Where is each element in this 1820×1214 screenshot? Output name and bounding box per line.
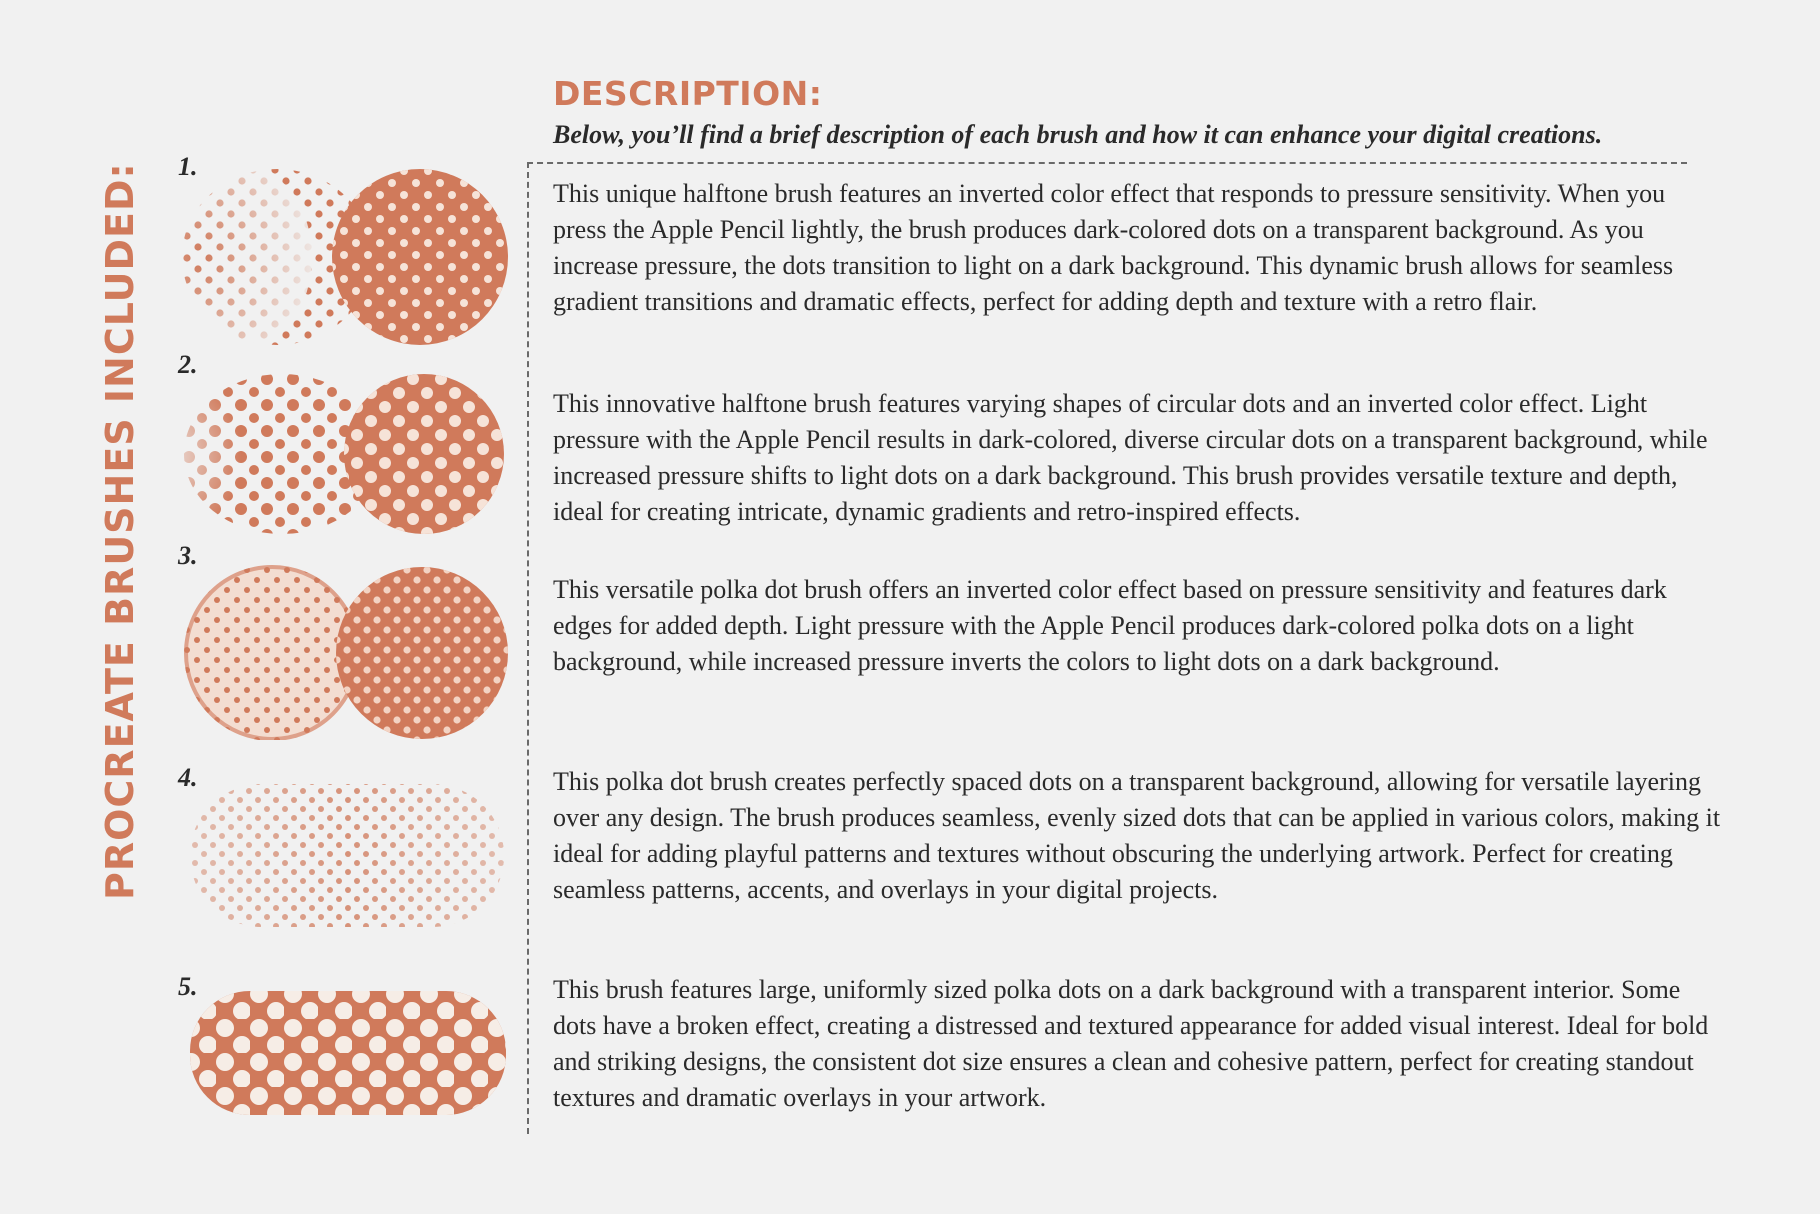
description-subheading: Below, you’ll find a brief description of each brush and how it can enhance your digital creations. xyxy=(553,120,1603,149)
brush-number: 5. xyxy=(178,972,198,1001)
vertical-divider xyxy=(527,162,529,1134)
brush-2-sample xyxy=(182,372,512,537)
brush-3-sample xyxy=(182,565,512,740)
brush-5-sample xyxy=(182,985,512,1120)
brush-3-description: This versatile polka dot brush offers an inverted color effect based on pressure sensitivity and features dark edges for added depth. Light pressure with the Apple Pencil produces dark-colored polka dots on a light background, while increased pressure inverts the colors to light dots on a dark background. xyxy=(553,575,1667,676)
brush-number: 3. xyxy=(178,541,198,570)
brush-1-sample xyxy=(182,165,512,350)
brush-number: 1. xyxy=(178,152,198,181)
brush-number: 4. xyxy=(178,763,198,792)
horizontal-divider xyxy=(527,162,1687,164)
brush-number: 2. xyxy=(178,350,198,379)
side-title: PROCREATE BRUSHES INCLUDED: xyxy=(98,162,142,900)
brush-5-description: This brush features large, uniformly sized polka dots on a dark background with a transparent interior. Some dots have a broken effect, creating a distressed and textured appearance for added visual interest. Ideal for bold and striking designs, the consistent dot size ensures a clean and cohesive pattern, perfect for creating standout textures and dramatic overlays in your artwork. xyxy=(553,975,1709,1112)
brush-2-description: This innovative halftone brush features varying shapes of circular dots and an inverted color effect. Light pressure with the Apple Pencil results in dark-colored, diverse circular dots on a transparent background, while increased pressure shifts to light dots on a dark background. This brush provides versatile texture and depth, ideal for creating intricate, dynamic gradients and retro-inspired effects. xyxy=(553,389,1708,526)
description-heading: DESCRIPTION: xyxy=(553,74,823,113)
brush-4-sample xyxy=(182,778,512,933)
brush-1-description: This unique halftone brush features an inverted color effect that responds to pressure sensitivity. When you press the Apple Pencil lightly, the brush produces dark-colored dots on a transparent background. As you increase pressure, the dots transition to light on a dark background. This dynamic brush allows for seamless gradient transitions and dramatic effects, perfect for adding depth and texture with a retro flair. xyxy=(553,179,1674,316)
brush-4-description: This polka dot brush creates perfectly spaced dots on a transparent background, allowing for versatile layering over any design. The brush produces seamless, evenly sized dots that can be applied in various colors, making it ideal for adding playful patterns and textures without obscuring the underlying artwork. Perfect for creating seamless patterns, accents, and overlays in your digital projects. xyxy=(553,767,1721,904)
